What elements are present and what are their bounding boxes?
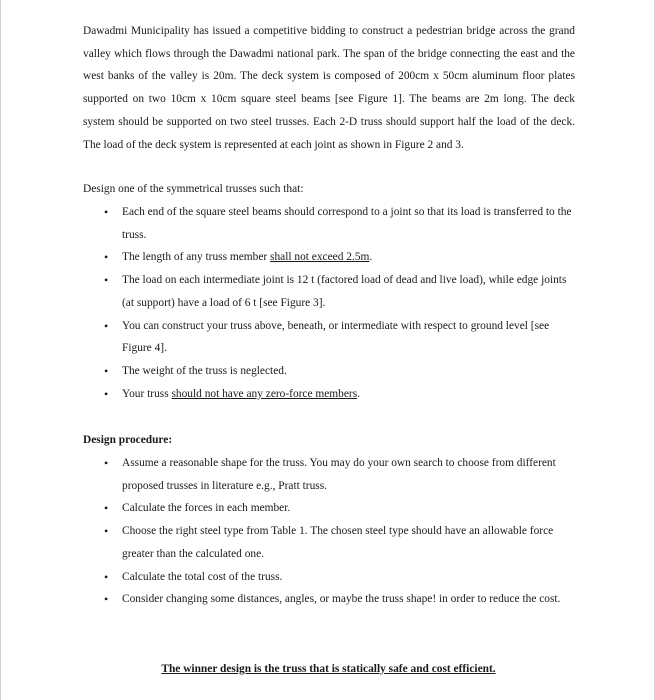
list-item: • Choose the right steel type from Table 1. The chosen steel type should have an allowable force greater than the calculated one. xyxy=(104,520,576,565)
bullet-icon: • xyxy=(104,250,109,265)
bullet-icon: • xyxy=(104,524,109,539)
closing-statement: The winner design is the truss that is statically safe and cost efficient. xyxy=(161,663,496,675)
bullet-icon: • xyxy=(104,501,109,516)
requirements-list xyxy=(104,201,576,405)
list-item: • The length of any truss member shall not exceed 2.5m. xyxy=(104,246,576,269)
bullet-icon: • xyxy=(104,456,109,470)
list-item: • You can construct your truss above, beneath, or intermediate with respect to ground level [see Figure 4]. xyxy=(104,315,576,360)
list-item: • Assume a reasonable shape for the truss. You may do your own search to choose from different proposed trusses in literature e.g., Pratt truss. xyxy=(104,452,576,497)
intro-paragraph: Dawadmi Municipality has issued a competitive bidding to construct a pedestrian bridge across the grand valley which flows through the Dawadmi national park. The span of the bridge connecting the east and the west banks of the valley is 20m. The deck system is composed of 200cm x 50cm aluminum floor plates supported on two 10cm x 10cm square steel beams [see Figure 1]. The beams are 2m long. The deck system should be supported on two steel trusses. Each 2-D truss should support half the load of the deck. The load of the deck system is represented at each joint as shown in Figure 2 and 3. xyxy=(83,25,575,151)
list-item: • Calculate the total cost of the truss. xyxy=(104,566,576,589)
bullet-icon: • xyxy=(104,386,109,401)
list-item: • Consider changing some distances, angles, or maybe the truss shape! in order to reduce the cost. xyxy=(104,588,576,611)
procedure-list xyxy=(104,452,576,611)
list-item: • Calculate the forces in each member. xyxy=(104,497,576,520)
bullet-icon: • xyxy=(104,569,109,584)
bullet-icon: • xyxy=(104,363,109,378)
list-item: • The weight of the truss is neglected. xyxy=(104,360,576,383)
list-item: • The load on each intermediate joint is 12 t (factored load of dead and live load), while edge joints (at support) have a load of 6 t [see Figure 3]. xyxy=(104,269,576,314)
bullet-icon: • xyxy=(104,592,109,607)
list-item: • Your truss should not have any zero-force members. xyxy=(104,383,576,406)
list-item: • Each end of the square steel beams should correspond to a joint so that its load is transferred to the truss. xyxy=(104,201,576,246)
bullet-icon: • xyxy=(104,318,109,333)
procedure-heading: Design procedure: xyxy=(83,434,173,446)
design-instruction: Design one of the symmetrical trusses such that: xyxy=(83,183,304,195)
bullet-icon: • xyxy=(104,205,109,219)
bullet-icon: • xyxy=(104,273,109,288)
